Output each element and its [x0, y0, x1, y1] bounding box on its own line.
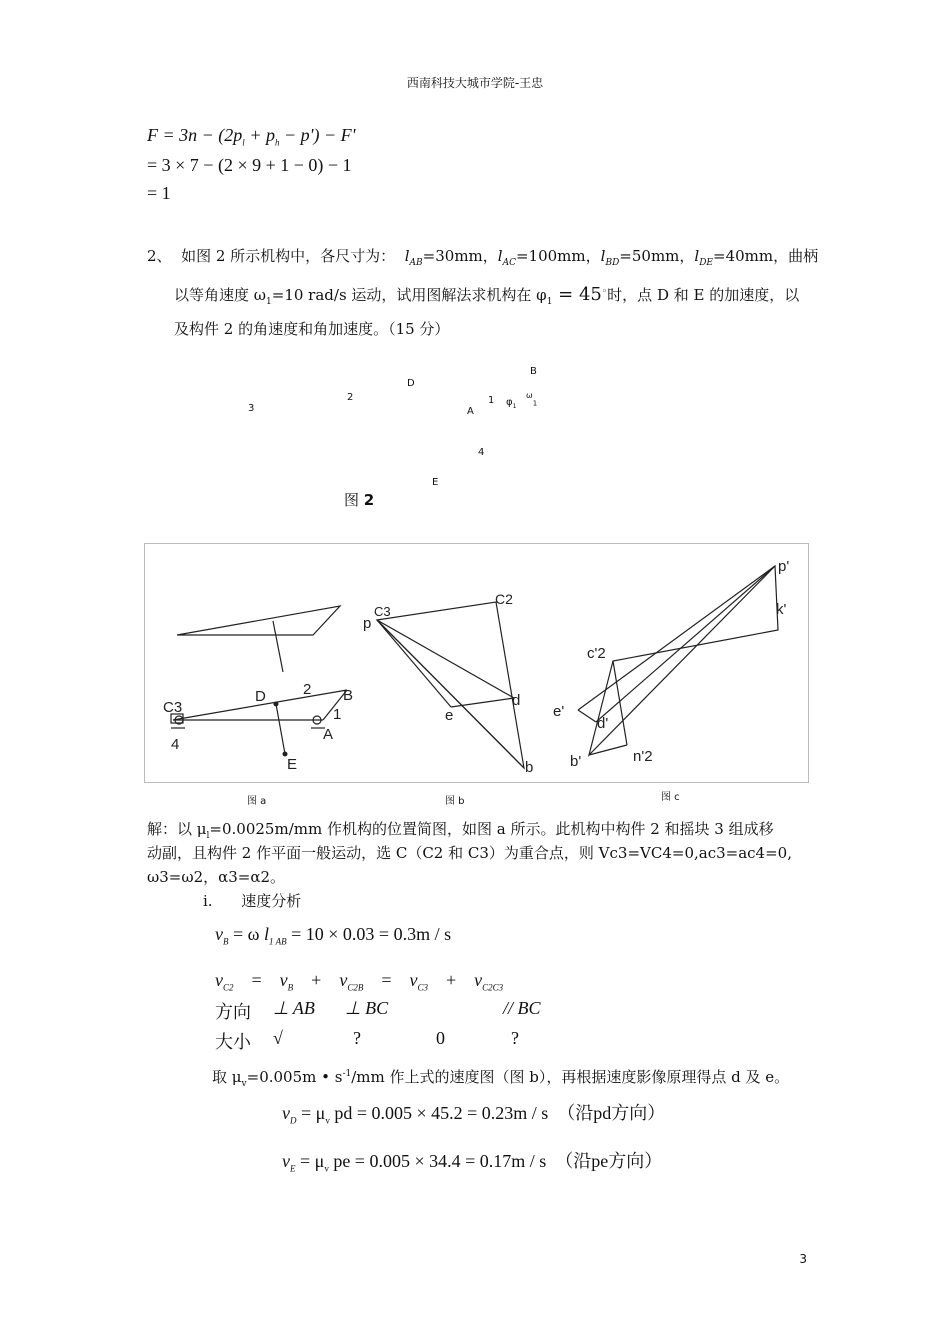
degree-sign: ◦ [601, 287, 608, 297]
dof-formula-line2: = 3 × 7 − (2 × 9 + 1 − 0) − 1 [147, 155, 352, 175]
eq-part: v [474, 970, 483, 990]
direction-1: ⊥ AB [273, 998, 315, 1018]
magnitude-2: ? [353, 1028, 361, 1048]
fig2-label-A: A [467, 406, 474, 417]
fig-c-c2n2 [613, 661, 627, 745]
eq-note: （沿pe方向） [555, 1151, 663, 1171]
problem-text: 如图 2 所示机构中，各尺寸为： [181, 247, 396, 265]
formula-sub: h [274, 137, 280, 148]
omega-symbol: ω [526, 391, 533, 400]
caption-fig-a: 图 a [247, 796, 267, 807]
scale-sup: -1 [342, 1069, 352, 1079]
fig-b-label-e: e [445, 707, 454, 724]
page-header: 西南科技大城市学院-王忠 [406, 76, 544, 90]
fig2-label-E: E [432, 477, 439, 488]
fig-b-label-C3: C3 [374, 604, 391, 619]
eq-part: pe = 0.005 × 34.4 = 0.17m / s [328, 1151, 547, 1171]
solution-line3: ω3=ω2，α3=α2。 [147, 868, 286, 886]
fig-c-label-n2: n'2 [633, 748, 653, 765]
section-heading [203, 890, 301, 911]
fig-c-label-d: d' [597, 715, 609, 732]
formula-part: + p [244, 125, 275, 145]
phi-symbol: φ [506, 397, 513, 408]
problem-line1 [147, 245, 818, 268]
fig2-label-4: 4 [478, 447, 485, 458]
magnitude-4: ? [511, 1028, 519, 1048]
eq-sub: C2B [347, 982, 364, 993]
fig-b-pd [377, 620, 514, 698]
ve-equation [282, 1147, 662, 1174]
fig-c-ep [578, 566, 775, 710]
scale-text: =0.005m • s [246, 1068, 343, 1086]
omega-sub: 1 [532, 399, 538, 408]
solution-line2: 动副，且构件 2 作平面一般运动，选 C（C2 和 C3）为重合点，则 Vc3=VC4=0,ac3=ac4=0, [147, 844, 792, 862]
section-number: i. [203, 892, 213, 910]
fig2-caption [344, 489, 374, 510]
problem-line2 [174, 284, 799, 307]
eq-sub: E [290, 1163, 296, 1174]
fig2-label-omega [526, 391, 537, 407]
eq-part: = μ [295, 1151, 325, 1171]
eq-sub: B [287, 982, 294, 993]
fig-b-triangle [377, 602, 524, 768]
length-symbol: l [600, 247, 606, 265]
eq-note: （沿pd方向） [557, 1103, 666, 1123]
mechanism-diagrams [145, 544, 808, 782]
direction-3: // BC [503, 998, 541, 1018]
dof-formula-line3: = 1 [147, 183, 171, 203]
fig-b-label-p: p [363, 615, 372, 632]
fig-a-link-DE [276, 704, 285, 754]
magnitude-1: √ [273, 1028, 283, 1048]
dof-formula-line1 [147, 125, 355, 148]
length-value: =100mm， [515, 247, 601, 265]
fig-a-triangle [177, 606, 340, 635]
fig-b-label-C2: C2 [495, 591, 513, 607]
eq-part: = [251, 970, 262, 990]
problem-sub: 1 [546, 297, 553, 307]
fig-a-label-2: 2 [303, 681, 312, 698]
fig2-label-2: 2 [347, 392, 354, 403]
fig-a-label-D: D [255, 688, 266, 705]
velocity-vector-equation [215, 970, 503, 993]
fig-c-label-p: p' [778, 558, 790, 575]
scale-text: 取 μ [212, 1068, 242, 1086]
eq-part: v [282, 1103, 290, 1123]
caption-prefix: 图 [344, 491, 364, 509]
fig-b-ed [451, 698, 514, 707]
eq-part: v [282, 1151, 290, 1171]
eq-part: = [381, 970, 392, 990]
page-number: 3 [799, 1252, 807, 1266]
length-symbol: l [497, 247, 503, 265]
length-symbol: l [694, 247, 700, 265]
solution-sub: l [206, 831, 210, 841]
eq-sub: C3 [417, 982, 429, 993]
problem-angle: = 45 [552, 284, 602, 305]
fig2-label-phi [506, 397, 516, 410]
eq-part: l [259, 924, 270, 944]
caption-fig-b: 图 b [445, 796, 465, 807]
eq-part: v [215, 924, 223, 944]
problem-sub: 1 [266, 297, 272, 307]
eq-sub: D [290, 1115, 297, 1126]
eq-part: + [311, 970, 322, 990]
fig-a-label-E: E [287, 756, 298, 773]
magnitude-label: 大小 [215, 1032, 251, 1052]
fig-c-ed [578, 710, 596, 722]
solution-text: 解：以 μ [147, 820, 207, 838]
length-value: =40mm，曲柄 [713, 247, 819, 265]
problem-text: 以等角速度 ω [174, 286, 267, 304]
eq-part: v [339, 970, 348, 990]
scale-text: /mm 作上式的速度图（图 b），再根据速度影像原理得点 d 及 e。 [351, 1068, 790, 1086]
solution-line1 [147, 818, 774, 841]
fig-c-label-k: k' [776, 601, 787, 618]
fig-c-label-e: e' [553, 703, 565, 720]
fig-a-vertical [273, 621, 283, 672]
solution-text: =0.0025m/mm 作机构的位置简图，如图 a 所示。此机构中构件 2 和摇块 3 组成移 [209, 820, 774, 838]
length-value: =30mm， [422, 247, 498, 265]
eq-part: = μ [296, 1103, 326, 1123]
velocity-scale-line [212, 1066, 789, 1089]
fig-c-label-c2: c'2 [587, 645, 606, 662]
eq-part: = ω [228, 924, 260, 944]
caption-number: 2 [363, 491, 375, 509]
fig2-label-B: B [530, 366, 537, 377]
direction-2: ⊥ BC [345, 998, 389, 1018]
fig-a-label-1: 1 [333, 706, 342, 723]
eq-sub: v [324, 1163, 329, 1174]
caption-fig-c: 图 c [661, 792, 680, 803]
magnitude-3: 0 [436, 1028, 445, 1048]
eq-sub: C2C3 [482, 982, 504, 993]
fig-a-label-4: 4 [171, 736, 180, 753]
section-title: 速度分析 [241, 892, 302, 910]
eq-sub: B [223, 936, 229, 947]
eq-part: = 10 × 0.03 = 0.3m / s [286, 924, 452, 944]
fig2-label-3: 3 [248, 403, 255, 414]
length-sub: AB [409, 258, 423, 268]
fig-b-pe [377, 620, 451, 707]
length-value: =50mm， [619, 247, 695, 265]
fig2-label-D: D [407, 378, 415, 389]
phi-sub: 1 [512, 403, 517, 410]
formula-part: F = 3n − (2p [147, 125, 243, 145]
problem-text: =10 rad/s 运动，试用图解法求机构在 φ [271, 286, 547, 304]
eq-sub: v [325, 1115, 330, 1126]
formula-sub: l [242, 137, 245, 148]
fig-a-label-B: B [343, 687, 354, 704]
length-sub: AC [502, 258, 516, 268]
problem-text: 时，点 D 和 E 的加速度，以 [607, 286, 800, 304]
eq-part: v [215, 970, 223, 990]
fig-a-label-C3: C3 [163, 699, 183, 716]
problem-line3: 及构件 2 的角速度和角加速度。（15 分） [174, 320, 450, 338]
eq-sub: 1 AB [269, 936, 287, 947]
fig-b-label-d: d [512, 692, 521, 709]
length-sub: DE [699, 258, 714, 268]
eq-sub: C2 [223, 982, 234, 993]
figure-panel-abc [144, 543, 809, 783]
length-sub: BD [605, 258, 620, 268]
fig-a-label-A: A [323, 726, 334, 743]
scale-sub: v [241, 1079, 247, 1089]
fig-b-pb [377, 620, 524, 768]
fig2-label-1: 1 [488, 395, 495, 406]
eq-part: v [279, 970, 288, 990]
fig-a-point-D [274, 702, 279, 707]
vb-equation [215, 924, 451, 947]
length-symbol: l [404, 247, 410, 265]
formula-part: − p') − F' [279, 125, 356, 145]
eq-part: + [446, 970, 457, 990]
vd-equation [282, 1099, 665, 1126]
fig-c-label-b: b' [570, 753, 582, 770]
fig-b-label-b: b [525, 759, 534, 776]
fig-c-dp [596, 566, 775, 722]
direction-label: 方向 [215, 1002, 251, 1022]
eq-part: pd = 0.005 × 45.2 = 0.23m / s [329, 1103, 549, 1123]
eq-part: v [409, 970, 418, 990]
problem-number: 2、 [147, 247, 172, 265]
fig-c-polygon [589, 566, 778, 755]
